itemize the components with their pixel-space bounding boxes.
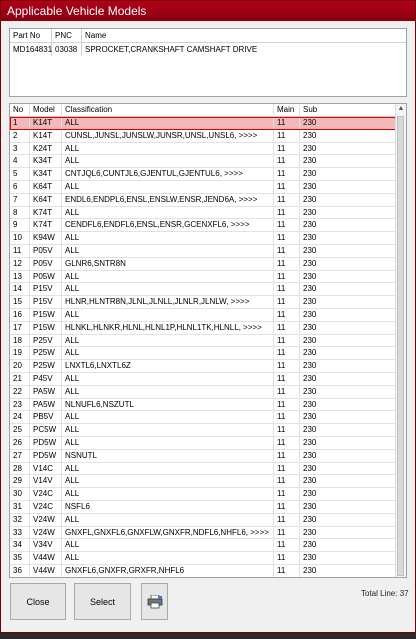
header-part-no: Part No xyxy=(10,29,52,42)
row-sub: 230 xyxy=(300,424,398,436)
window-title: Applicable Vehicle Models xyxy=(1,1,415,21)
row-sub: 230 xyxy=(300,168,398,180)
row-model: P15V xyxy=(30,296,62,308)
row-main: 11 xyxy=(274,539,300,551)
row-main: 11 xyxy=(274,411,300,423)
row-model: PD5W xyxy=(30,437,62,449)
row-classification: ALL xyxy=(62,552,274,564)
row-no: 24 xyxy=(10,411,30,423)
table-row[interactable] xyxy=(10,258,406,271)
row-main: 11 xyxy=(274,219,300,231)
row-main: 11 xyxy=(274,360,300,372)
table-row[interactable] xyxy=(10,117,406,130)
table-row[interactable] xyxy=(10,130,406,143)
table-row[interactable] xyxy=(10,411,406,424)
row-model: V24W xyxy=(30,514,62,526)
row-no: 4 xyxy=(10,155,30,167)
row-classification: GNXFL6,GNXFR,GRXFR,NHFL6 xyxy=(62,565,274,577)
row-classification: LNXTL6,LNXTL6Z xyxy=(62,360,274,372)
row-main: 11 xyxy=(274,258,300,270)
row-sub: 230 xyxy=(300,258,398,270)
col-no[interactable]: No xyxy=(10,104,30,116)
row-no: 34 xyxy=(10,539,30,551)
table-row[interactable] xyxy=(10,207,406,220)
table-row[interactable] xyxy=(10,181,406,194)
table-row[interactable] xyxy=(10,271,406,284)
row-sub: 230 xyxy=(300,117,398,129)
row-no: 29 xyxy=(10,475,30,487)
col-main[interactable]: Main xyxy=(274,104,300,116)
row-classification: ALL xyxy=(62,437,274,449)
row-main: 11 xyxy=(274,296,300,308)
row-no: 18 xyxy=(10,335,30,347)
row-classification: ALL xyxy=(62,271,274,283)
row-sub: 230 xyxy=(300,245,398,257)
row-sub: 230 xyxy=(300,143,398,155)
row-no: 19 xyxy=(10,347,30,359)
print-button[interactable] xyxy=(141,583,168,620)
row-model: PA5W xyxy=(30,399,62,411)
row-no: 21 xyxy=(10,373,30,385)
row-model: P15W xyxy=(30,309,62,321)
table-row[interactable] xyxy=(10,322,406,335)
row-sub: 230 xyxy=(300,450,398,462)
row-model: PD5W xyxy=(30,450,62,462)
row-no: 7 xyxy=(10,194,30,206)
row-no: 35 xyxy=(10,552,30,564)
row-main: 11 xyxy=(274,232,300,244)
col-classification[interactable]: Classification xyxy=(62,104,274,116)
row-model: PC5W xyxy=(30,424,62,436)
row-classification: ALL xyxy=(62,309,274,321)
row-no: 11 xyxy=(10,245,30,257)
row-no: 25 xyxy=(10,424,30,436)
row-sub: 230 xyxy=(300,475,398,487)
row-model: K94W xyxy=(30,232,62,244)
row-no: 12 xyxy=(10,258,30,270)
row-classification: ALL xyxy=(62,232,274,244)
row-no: 20 xyxy=(10,360,30,372)
row-no: 15 xyxy=(10,296,30,308)
table-row[interactable] xyxy=(10,168,406,181)
table-row[interactable] xyxy=(10,475,406,488)
row-main: 11 xyxy=(274,399,300,411)
row-classification: ALL xyxy=(62,463,274,475)
table-row[interactable] xyxy=(10,335,406,348)
row-sub: 230 xyxy=(300,399,398,411)
table-row[interactable] xyxy=(10,565,406,578)
row-main: 11 xyxy=(274,130,300,142)
row-sub: 230 xyxy=(300,232,398,244)
row-no: 6 xyxy=(10,181,30,193)
row-sub: 230 xyxy=(300,207,398,219)
table-row[interactable] xyxy=(10,450,406,463)
row-no: 17 xyxy=(10,322,30,334)
row-classification: ALL xyxy=(62,181,274,193)
row-no: 13 xyxy=(10,271,30,283)
table-row[interactable] xyxy=(10,360,406,373)
row-model: K74T xyxy=(30,207,62,219)
row-main: 11 xyxy=(274,309,300,321)
row-classification: CUNSL,JUNSL,JUNSLW,JUNSR,UNSL,UNSL6, >>>> xyxy=(62,130,274,142)
table-row[interactable] xyxy=(10,143,406,156)
row-sub: 230 xyxy=(300,181,398,193)
pnc-value: 03038 xyxy=(52,43,82,56)
col-model[interactable]: Model xyxy=(30,104,62,116)
row-main: 11 xyxy=(274,488,300,500)
row-no: 16 xyxy=(10,309,30,321)
row-main: 11 xyxy=(274,335,300,347)
table-row[interactable] xyxy=(10,463,406,476)
table-row[interactable] xyxy=(10,219,406,232)
row-model: V34V xyxy=(30,539,62,551)
row-sub: 230 xyxy=(300,322,398,334)
grid-header xyxy=(10,104,406,117)
table-row[interactable] xyxy=(10,347,406,360)
row-model: PB5V xyxy=(30,411,62,423)
row-sub: 230 xyxy=(300,463,398,475)
row-sub: 230 xyxy=(300,194,398,206)
row-main: 11 xyxy=(274,527,300,539)
row-classification: ALL xyxy=(62,488,274,500)
row-classification: ENDL6,ENDPL6,ENSL,ENSLW,ENSR,JEND6A, >>>> xyxy=(62,194,274,206)
row-main: 11 xyxy=(274,552,300,564)
close-button[interactable]: Close xyxy=(10,583,66,620)
row-model: P25W xyxy=(30,347,62,359)
row-classification: GNXFL,GNXFL6,GNXFLW,GNXFR,NDFL6,NHFL6, >>>> xyxy=(62,527,274,539)
row-classification: GLNR6,SNTR8N xyxy=(62,258,274,270)
table-row[interactable] xyxy=(10,424,406,437)
table-row[interactable] xyxy=(10,399,406,412)
row-no: 14 xyxy=(10,283,30,295)
row-sub: 230 xyxy=(300,373,398,385)
row-main: 11 xyxy=(274,207,300,219)
row-no: 5 xyxy=(10,168,30,180)
row-no: 9 xyxy=(10,219,30,231)
row-no: 3 xyxy=(10,143,30,155)
row-main: 11 xyxy=(274,117,300,129)
row-sub: 230 xyxy=(300,488,398,500)
part-info-header xyxy=(10,29,406,43)
row-sub: 230 xyxy=(300,514,398,526)
row-model: P15V xyxy=(30,283,62,295)
row-classification: ALL xyxy=(62,283,274,295)
row-classification: NSNUTL xyxy=(62,450,274,462)
row-classification: ALL xyxy=(62,347,274,359)
total-line-label: Total Line: 37 xyxy=(361,589,409,598)
row-sub: 230 xyxy=(300,283,398,295)
row-classification: ALL xyxy=(62,335,274,347)
row-model: V24C xyxy=(30,488,62,500)
row-classification: CNTJQL6,CUNTJL6,GJENTUL,GJENTUL6, >>>> xyxy=(62,168,274,180)
row-classification: ALL xyxy=(62,475,274,487)
row-model: K34T xyxy=(30,155,62,167)
row-classification: ALL xyxy=(62,117,274,129)
header-pnc: PNC xyxy=(52,29,82,42)
part-info-panel xyxy=(9,28,407,97)
row-classification: ALL xyxy=(62,245,274,257)
row-main: 11 xyxy=(274,155,300,167)
table-row[interactable] xyxy=(10,309,406,322)
table-row[interactable] xyxy=(10,194,406,207)
row-sub: 230 xyxy=(300,347,398,359)
vehicle-models-grid[interactable] xyxy=(9,103,407,578)
row-main: 11 xyxy=(274,143,300,155)
row-model: K34T xyxy=(30,168,62,180)
table-row[interactable] xyxy=(10,552,406,565)
row-main: 11 xyxy=(274,194,300,206)
table-row[interactable] xyxy=(10,232,406,245)
row-model: P05V xyxy=(30,245,62,257)
row-main: 11 xyxy=(274,437,300,449)
part-no-value: MD164831 xyxy=(10,43,52,56)
printer-icon xyxy=(147,595,163,609)
row-sub: 230 xyxy=(300,527,398,539)
row-main: 11 xyxy=(274,463,300,475)
row-main: 11 xyxy=(274,181,300,193)
row-model: K74T xyxy=(30,219,62,231)
row-main: 11 xyxy=(274,347,300,359)
part-info-row[interactable] xyxy=(10,43,406,56)
row-model: K64T xyxy=(30,194,62,206)
row-main: 11 xyxy=(274,450,300,462)
row-sub: 230 xyxy=(300,386,398,398)
row-sub: 230 xyxy=(300,539,398,551)
row-no: 30 xyxy=(10,488,30,500)
row-model: PA5W xyxy=(30,386,62,398)
row-main: 11 xyxy=(274,501,300,513)
row-no: 26 xyxy=(10,437,30,449)
grid-body xyxy=(10,117,406,578)
table-row[interactable] xyxy=(10,155,406,168)
row-model: P45V xyxy=(30,373,62,385)
table-row[interactable] xyxy=(10,245,406,258)
table-row[interactable] xyxy=(10,373,406,386)
row-no: 10 xyxy=(10,232,30,244)
table-row[interactable] xyxy=(10,527,406,540)
row-classification: NSFL6 xyxy=(62,501,274,513)
row-model: V14V xyxy=(30,475,62,487)
header-name: Name xyxy=(85,31,107,40)
row-model: K14T xyxy=(30,117,62,129)
row-classification: ALL xyxy=(62,207,274,219)
row-model: P25V xyxy=(30,335,62,347)
row-classification: ALL xyxy=(62,386,274,398)
row-classification: HLNR,HLNTR8N,JLNL,JLNLL,JLNLR,JLNLW, >>>> xyxy=(62,296,274,308)
row-classification: ALL xyxy=(62,155,274,167)
row-sub: 230 xyxy=(300,437,398,449)
row-model: V24W xyxy=(30,527,62,539)
row-no: 27 xyxy=(10,450,30,462)
row-model: V44W xyxy=(30,565,62,577)
row-no: 36 xyxy=(10,565,30,577)
row-no: 28 xyxy=(10,463,30,475)
row-sub: 230 xyxy=(300,155,398,167)
table-row[interactable] xyxy=(10,296,406,309)
row-sub: 230 xyxy=(300,335,398,347)
row-classification: ALL xyxy=(62,424,274,436)
row-classification: CENDFL6,ENDFL6,ENSL,ENSR,GCENXFL6, >>>> xyxy=(62,219,274,231)
table-row[interactable] xyxy=(10,488,406,501)
row-no: 32 xyxy=(10,514,30,526)
row-sub: 230 xyxy=(300,501,398,513)
row-sub: 230 xyxy=(300,309,398,321)
scroll-up-icon[interactable]: ▲ xyxy=(397,105,405,112)
row-no: 8 xyxy=(10,207,30,219)
vertical-scrollbar[interactable] xyxy=(395,104,406,577)
row-main: 11 xyxy=(274,386,300,398)
row-main: 11 xyxy=(274,245,300,257)
row-classification: HLNKL,HLNKR,HLNL,HLNL1P,HLNL1TK,HLNLL, >>>> xyxy=(62,322,274,334)
table-row[interactable] xyxy=(10,283,406,296)
row-no: 23 xyxy=(10,399,30,411)
row-model: V44W xyxy=(30,552,62,564)
row-model: P05W xyxy=(30,271,62,283)
row-no: 2 xyxy=(10,130,30,142)
row-classification: NLNUFL6,NSZUTL xyxy=(62,399,274,411)
row-classification: ALL xyxy=(62,143,274,155)
row-classification: ALL xyxy=(62,514,274,526)
row-model: K64T xyxy=(30,181,62,193)
table-row[interactable] xyxy=(10,386,406,399)
row-model: P05V xyxy=(30,258,62,270)
row-model: V14C xyxy=(30,463,62,475)
table-row[interactable] xyxy=(10,501,406,514)
row-classification: ALL xyxy=(62,373,274,385)
row-main: 11 xyxy=(274,322,300,334)
row-main: 11 xyxy=(274,565,300,577)
row-no: 33 xyxy=(10,527,30,539)
row-sub: 230 xyxy=(300,411,398,423)
row-main: 11 xyxy=(274,271,300,283)
row-sub: 230 xyxy=(300,271,398,283)
row-model: K14T xyxy=(30,130,62,142)
select-button[interactable]: Select xyxy=(74,583,131,620)
row-main: 11 xyxy=(274,168,300,180)
row-sub: 230 xyxy=(300,130,398,142)
row-sub: 230 xyxy=(300,360,398,372)
row-sub: 230 xyxy=(300,296,398,308)
row-sub: 230 xyxy=(300,552,398,564)
table-row[interactable] xyxy=(10,514,406,527)
row-sub: 230 xyxy=(300,219,398,231)
row-no: 22 xyxy=(10,386,30,398)
row-model: P25W xyxy=(30,360,62,372)
part-name-value: SPROCKET,CRANKSHAFT CAMSHAFT DRIVE xyxy=(85,45,258,54)
table-row[interactable] xyxy=(10,539,406,552)
row-classification: ALL xyxy=(62,539,274,551)
row-main: 11 xyxy=(274,373,300,385)
row-main: 11 xyxy=(274,514,300,526)
col-sub[interactable]: Sub xyxy=(300,104,398,116)
row-sub: 230 xyxy=(300,565,398,577)
row-model: V24C xyxy=(30,501,62,513)
row-model: K24T xyxy=(30,143,62,155)
row-model: P15W xyxy=(30,322,62,334)
table-row[interactable] xyxy=(10,437,406,450)
row-no: 1 xyxy=(10,117,30,129)
row-classification: ALL xyxy=(62,411,274,423)
row-main: 11 xyxy=(274,424,300,436)
row-no: 31 xyxy=(10,501,30,513)
scroll-thumb[interactable] xyxy=(397,116,404,576)
row-main: 11 xyxy=(274,283,300,295)
row-main: 11 xyxy=(274,475,300,487)
